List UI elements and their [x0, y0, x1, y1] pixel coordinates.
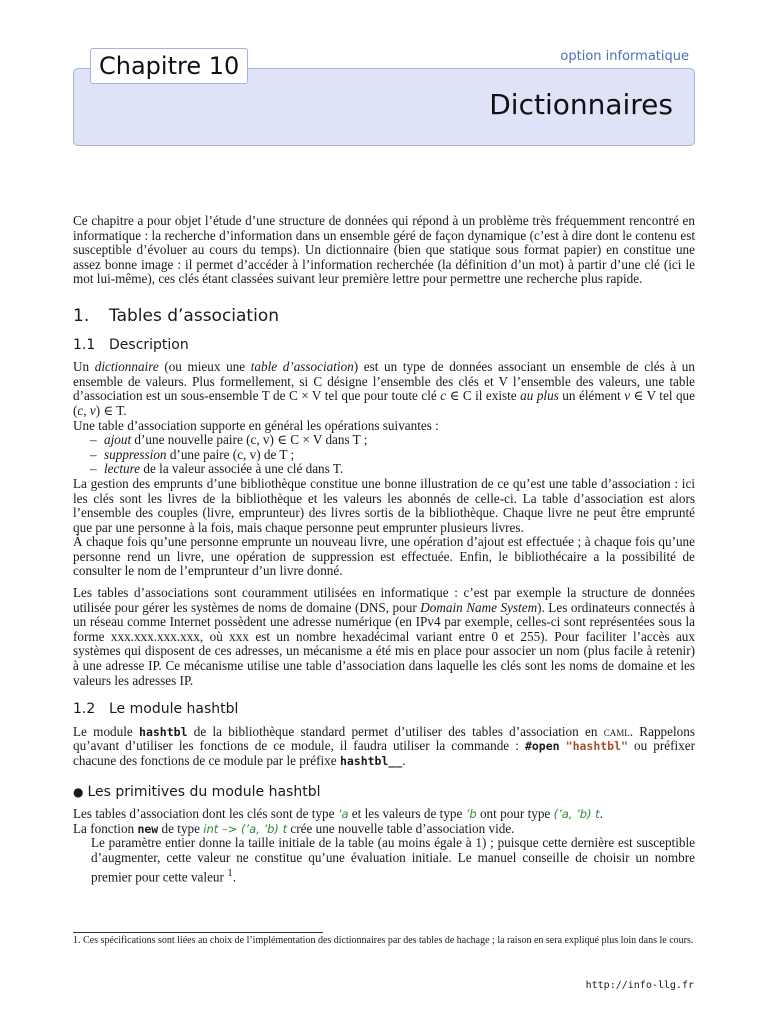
subsection-title: Description — [109, 336, 189, 353]
footnote-divider — [73, 932, 323, 933]
library-paragraph-2: À chaque fois qu’une personne emprunte un nouveau livre, une opération d’ajout est effectuée ; à chaque fois qu’une personne rend un livre, une opération de suppression est effectuée. Enfin, le bibliothécaire a la possibilité de consulter le nom de l’emprunteur d’un livre donné. — [73, 534, 695, 579]
primitives-heading — [73, 785, 695, 800]
library-paragraph: La gestion des emprunts d’une bibliothèque constitue une bonne illustration de ce qu’est une table d’association : ici les clés sont les livres de la bibliothèque et les valeurs les abonnés de celle-ci. La table d’association est alors l’ensemble des couples (livre, emprunteur) des livres sortis de la bibliothèque. Chaque livre ne peut être emprunté que par une personne à la fois, mais chaque personne peut emprunter plusieurs livres. — [73, 475, 695, 535]
list-item: – suppression d’une paire (c, v) de T ; — [90, 448, 695, 463]
subsection-heading — [73, 338, 695, 353]
footnote: 1. Ces spécifications sont liées au choix de l’implémentation des dictionnaires par des tables de hachage ; la raison en sera expliqué plus loin dans le cours. — [73, 935, 694, 946]
chapter-number-label: Chapitre 10 — [90, 48, 248, 84]
description-paragraph: Un dictionnaire (ou mieux une table d’association) est un type de données associant un ensemble de clés à un ensemble de valeurs. Plus formellement, si C désigne l’ensemble des clés et V l’ensemble des valeurs, une table d’association est un sous-ensemble T de C × V tel que pour toute clé c ∈ C il existe au plus un élément v ∈ V tel que (c, v) ∈ T. — [73, 359, 695, 418]
subsection-number: 1.1 — [73, 336, 96, 353]
new-function-description: Le paramètre entier donne la taille initiale de la table (au moins égale à 1) ; puisque cette dernière est susceptible d’augmenter, cette valeur ne constitue qu’une évaluation initiale. Le manuel conseille de choisir un nombre premier pour cette valeur $^1$. — [91, 835, 695, 884]
operations-intro: Une table d’association supporte en général les opérations suivantes : — [73, 417, 439, 433]
subsection-heading — [73, 702, 695, 717]
option-label: option informatique — [560, 49, 689, 64]
document-body — [73, 214, 695, 885]
section-number: 1. — [73, 305, 90, 326]
chapter-title: Dictionnaires — [489, 88, 673, 121]
subsection-title: Le module hashtbl — [109, 701, 239, 718]
subsection-number: 1.2 — [73, 701, 96, 718]
list-item: – ajout d’une nouvelle paire (c, v) ∈ C × V dans T ; — [90, 433, 695, 448]
operations-list — [73, 433, 695, 477]
footer-url[interactable]: http://info-llg.fr — [585, 980, 694, 991]
list-item: – lecture de la valeur associée à une clé dans T. — [90, 462, 695, 477]
dns-paragraph: Les tables d’associations sont couramment utilisées en informatique : c’est par exemple la structure de données utilisée pour gérer les systèmes de noms de domaine (DNS, pour Domain Name System). Les ordinateurs connectés à un réseau comme Internet possèdent une adresse numérique (en IPv4 par exemple, celles-ci sont représentées sous la forme xxx.xxx.xxx.xxx, où xxx est un nombre hexadécimal variant entre 0 et 255). Pour faciliter l’accès aux systèmes qui disposent de ces adresses, un mécanisme a été mis en place pour associer un nom (plus facile à retenir) à une adresse IP. Ce mécanisme utilise une table d’association dans laquelle les clés sont les noms de domaine et les valeurs les adresses IP. — [73, 585, 695, 688]
footnote-marker: 1 — [227, 866, 233, 879]
bullet-icon: ● — [73, 784, 84, 799]
section-heading — [73, 305, 695, 326]
primitives-title: Les primitives du module hashtbl — [87, 783, 321, 800]
hashtbl-paragraph: Le module hashtbl de la bibliothèque standard permet d’utiliser des tables d’association en caml. Rappelons qu’avant d’utiliser les fonctions de ce module, il faudra utiliser la commande : #open "hashtbl" ou préfixer chacune des fonctions de ce module par le préfixe hashtbl__. — [73, 723, 695, 768]
section-title: Tables d’association — [109, 305, 279, 326]
types-line: Les tables d’association dont les clés sont de type ’a et les valeurs de type ’b ont pour type (’a, ’b) t. — [73, 806, 603, 822]
new-function-line: La fonction new de type int –> (’a, ’b) t crée une nouvelle table d’association vide. — [73, 820, 515, 836]
intro-paragraph: Ce chapitre a pour objet l’étude d’une structure de données qui répond à un problème très fréquemment rencontré en informatique : la recherche d’information dans un ensemble géré de façon dynamique (c’est à dire dont le contenu est susceptible d’évoluer au cours du temps). Un dictionnaire (bien que statique sous format papier) en constitue une assez bonne image : il permet d’accéder à l’information recherchée (la définition d’un mot) à partir d’une clé (ici le mot lui-même), ces clés étant classées suivant leur première lettre pour permettre une recherche plus rapide. — [73, 213, 695, 287]
